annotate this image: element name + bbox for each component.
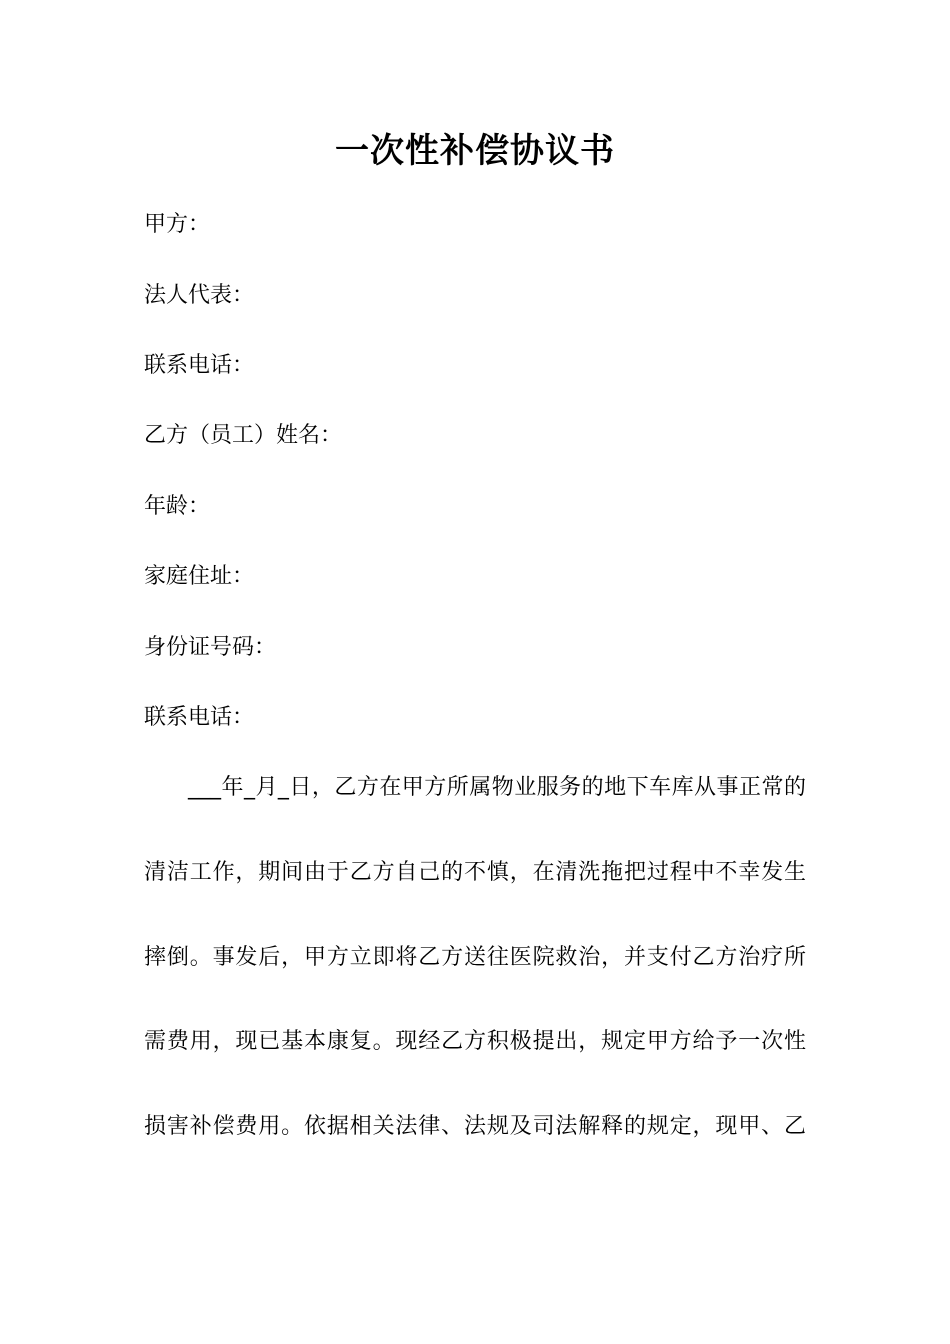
id-number-field: [144, 633, 276, 663]
party-a-phone-label: 联系电话 ：: [144, 353, 254, 378]
legal-representative-label: 法人代表 ：: [144, 283, 254, 308]
age-field: [144, 492, 210, 522]
home-address-field: [144, 562, 254, 592]
party-b-phone-label: 联系电话 ：: [144, 705, 254, 730]
paragraph-line: 清洁工作，期间由于乙方自己的不慎，在清洗拖把过程中不幸发生: [144, 860, 806, 885]
age-label: 年龄 ：: [144, 494, 210, 519]
home-address-label: 家庭住址 ：: [144, 564, 254, 589]
party-a-phone-field: [144, 351, 254, 381]
document-title: 一次性补偿协议书: [335, 131, 615, 171]
paragraph-line: 需费用，现已基本康复。现经乙方积极提出，规定甲方给予一次性: [144, 1029, 806, 1054]
paragraph-line: ___年_月_日，乙方在甲方所属物业服务的地下车库从事正常的: [188, 775, 806, 800]
party-b-phone-field: [144, 703, 254, 733]
id-number-label: 身份证号码 ：: [144, 635, 276, 660]
party-a-label: 甲方 ：: [144, 212, 210, 237]
party-b-name-label: 乙方（员工）姓名 ：: [144, 423, 342, 448]
paragraph-line: 损害补偿费用。依据相关法律、法规及司法解释的规定，现甲、乙: [144, 1114, 806, 1139]
legal-representative-field: [144, 281, 254, 311]
paragraph-line: 摔倒。事发后，甲方立即将乙方送往医院救治，并支付乙方治疗所: [144, 945, 806, 970]
party-a-field: [144, 210, 210, 240]
party-b-name-field: [144, 421, 342, 451]
